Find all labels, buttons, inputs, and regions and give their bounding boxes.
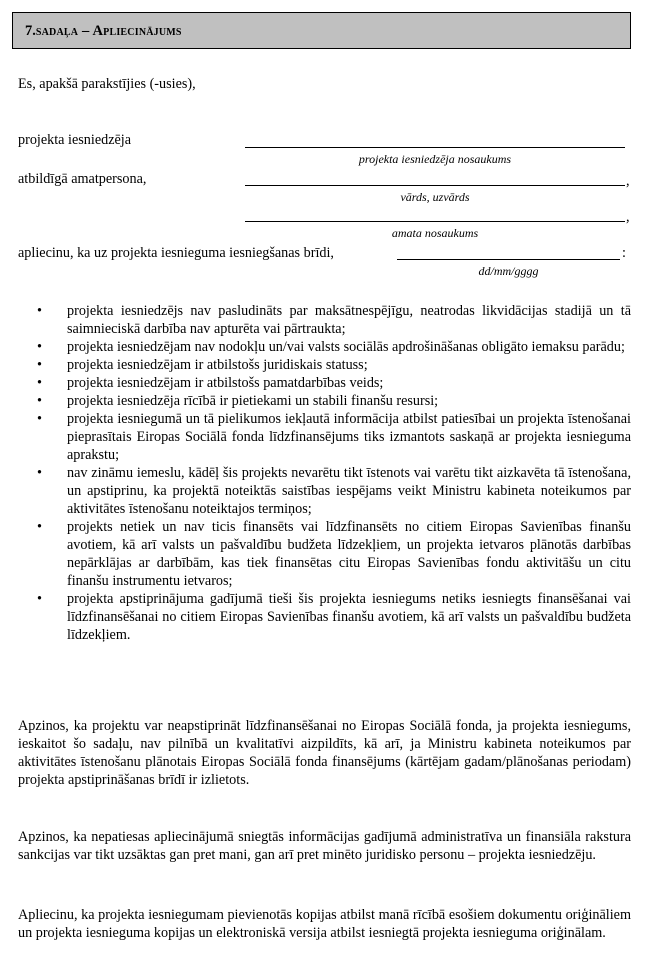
comma-1: , — [626, 173, 630, 189]
bullet-icon: • — [37, 411, 42, 427]
bullet-icon: • — [37, 393, 42, 409]
colon: : — [622, 245, 626, 261]
list-item: • projekta apstiprinājuma gadījumā tieši šis projekta iesniegums netiks iesniegts finansēšanai vai līdzfinansēšanai no citiem Eiropas Savienības finanšu avotiem, kā arī valsts un pašvaldību budžeta līdzekļiem. — [37, 591, 631, 643]
date-label: apliecinu, ka uz projekta iesnieguma iesniegšanas brīdi, — [18, 245, 334, 261]
applicant-label: projekta iesniedzēja — [18, 132, 132, 148]
paragraph-copies: Apliecinu, ka projekta iesniegumam pievienotās kopijas atbilst manā rīcībā esošiem dokumentu oriģināliem un projekta iesnieguma kopijas un elektroniskā versija atbilst iesniegtā projekta iesnieguma oriģinālam. — [18, 907, 631, 941]
list-item: • projekta iesniedzējam ir atbilstošs juridiskais statuss; — [37, 357, 368, 373]
list-item: • projekta iesniedzējam ir atbilstošs pamatdarbības veids; — [37, 375, 384, 391]
position-field[interactable] — [245, 221, 625, 222]
bullet-icon: • — [37, 357, 42, 373]
section-number: 7. — [25, 22, 36, 39]
list-item: • projekta iesniegumā un tā pielikumos iekļautā informācija atbilst patiesībai un projekta īstenošanai pieprasītais Eiropas Sociālā fonda līdzfinansējums tiks izmantots saskaņā ar projekta iesnieguma aprakstu; — [37, 411, 631, 463]
bullet-icon: • — [37, 591, 42, 607]
official-name-field[interactable] — [245, 185, 625, 186]
declaration-list — [18, 302, 631, 644]
comma-2: , — [626, 209, 630, 225]
official-name-caption: vārds, uzvārds — [400, 190, 470, 204]
list-item: • projekts netiek un nav ticis finansēts vai līdzfinansēts no citiem Eiropas Savienības finanšu avotiem, kā arī valsts un pašvaldību budžeta līdzekļiem, un projekta ietvaros plānotās darbības nepārklājas ar darbībām, kas tiek finansētas citu Eiropas Savienības fondu aktivitāšu un citu finanšu instrumentu ietvaros; — [37, 519, 631, 589]
position-caption: amata nosaukums — [391, 226, 479, 240]
section-header — [12, 12, 631, 49]
applicant-name-field[interactable] — [245, 147, 625, 148]
bullet-icon: • — [37, 375, 42, 391]
paragraph-funding: Apzinos, ka projektu var neapstiprināt līdzfinansēšanai no Eiropas Sociālā fonda, ja projekta iesniegums, ieskaitot šo sadaļu, nav pilnībā un kvalitatīvi aizpildīts, kā arī, ja Ministru kabineta noteikumos par aktivitātes īstenošanu plānotais Eiropas Sociālā fonda finansējums (kārtējam gadam/plānošanas periodam) projekta apstiprināšanas brīdī ir izlietots. — [18, 718, 631, 788]
official-label: atbildīgā amatpersona, — [18, 171, 147, 187]
intro-text: Es, apakšā parakstījies (-usies), — [18, 76, 196, 92]
bullet-icon: • — [37, 303, 42, 319]
bullet-icon: • — [37, 465, 42, 481]
paragraph-sanctions: Apzinos, ka nepatiesas apliecinājumā sniegtās informācijas gadījumā administratīva un finansiāla rakstura sankcijas var tikt uzsāktas gan pret mani, gan arī pret minēto juridisko personu – projekta iesniedzēju. — [18, 829, 631, 863]
list-item: • projekta iesniedzēja rīcībā ir pietiekami un stabili finanšu resursi; — [37, 393, 439, 409]
section-title: sadaļa – Apliecinājums — [35, 22, 182, 39]
date-field[interactable] — [397, 259, 620, 260]
applicant-name-caption: projekta iesniedzēja nosaukums — [358, 152, 512, 166]
date-caption: dd/mm/gggg — [478, 264, 539, 278]
list-item: • nav zināmu iemeslu, kādēļ šis projekts nevarētu tikt īstenots vai varētu tikt aizkavēta tā īstenošana, un apstiprinu, ka projektā noteiktās saistības iespējams veikt Ministru kabineta noteikumos par aktivitātes īstenošanu noteiktajos termiņos; — [37, 465, 631, 517]
bullet-icon: • — [37, 339, 42, 355]
list-item: • projekta iesniedzējs nav pasludināts par maksātnespējīgu, neatrodas likvidācijas stadijā un tā saimnieciskā darbība nav apturēta vai pārtraukta; — [37, 303, 631, 337]
bullet-icon: • — [37, 519, 42, 535]
list-item: • projekta iesniedzējam nav nodokļu un/vai valsts sociālās apdrošināšanas obligāto iemaksu parādu; — [37, 339, 625, 355]
